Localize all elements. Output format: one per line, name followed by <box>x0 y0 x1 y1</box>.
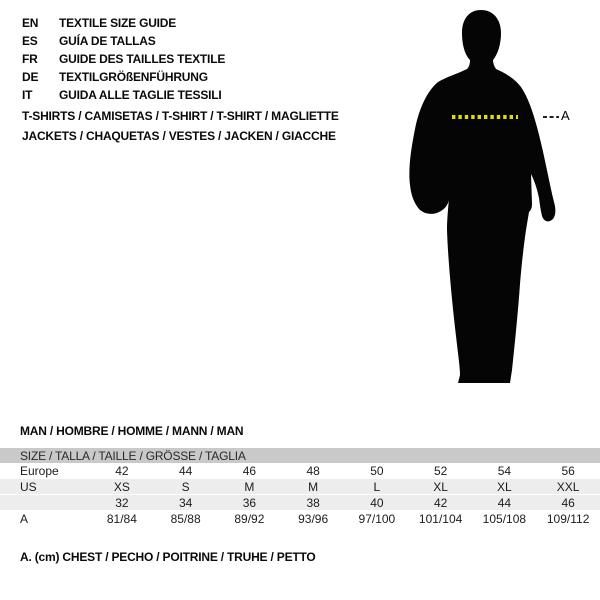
size-cell: XS <box>113 479 130 494</box>
row-label: Europe <box>20 463 59 478</box>
language-label: GUIDA ALLE TAGLIE TESSILI <box>59 88 222 102</box>
man-silhouette-path <box>409 10 555 383</box>
size-cell: M <box>244 479 255 494</box>
chest-measurement-footnote: A. (cm) CHEST / PECHO / POITRINE / TRUHE / PETTO <box>20 550 316 564</box>
size-cell: 36 <box>242 495 257 510</box>
size-cell: M <box>308 479 319 494</box>
garment-categories <box>22 106 339 146</box>
size-cell: 89/92 <box>234 511 265 526</box>
size-cell: 50 <box>370 463 384 478</box>
language-row-en <box>22 14 225 32</box>
language-list <box>22 14 225 104</box>
language-row-it <box>22 86 225 104</box>
size-cell: 44 <box>178 463 193 478</box>
language-code: ES <box>22 34 38 48</box>
man-silhouette-svg <box>400 2 570 392</box>
size-cell: 85/88 <box>170 511 201 526</box>
row-label: A <box>20 511 29 526</box>
size-cell: 38 <box>306 495 320 510</box>
size-cell: 40 <box>370 495 384 510</box>
size-cell: 52 <box>433 463 448 478</box>
size-cell: 34 <box>178 495 193 510</box>
language-label: GUÍA DE TALLAS <box>59 34 156 48</box>
size-table <box>0 448 600 527</box>
measurement-a-label: A <box>561 108 570 123</box>
language-row-de <box>22 68 225 86</box>
size-cell: 46 <box>242 463 257 478</box>
size-cell: 46 <box>561 495 575 510</box>
size-cell: 81/84 <box>106 511 137 526</box>
size-cell: 42 <box>115 463 129 478</box>
size-cell: 54 <box>497 463 512 478</box>
size-cell: 109/112 <box>546 511 590 526</box>
language-label: TEXTILGRÖßENFÜHRUNG <box>59 70 208 84</box>
size-cell: L <box>373 479 381 494</box>
size-cell: 101/104 <box>418 511 463 526</box>
size-cell: 32 <box>115 495 129 510</box>
size-cell: XL <box>433 479 448 494</box>
table-row-numeric <box>0 495 600 511</box>
size-cell: 44 <box>497 495 512 510</box>
size-cell: XXL <box>556 479 580 494</box>
size-cell: S <box>181 479 190 494</box>
category-tshirts: T-SHIRTS / CAMISETAS / T-SHIRT / T-SHIRT / MAGLIETTE <box>22 109 339 123</box>
size-cell: 93/96 <box>298 511 329 526</box>
table-row-us <box>0 479 600 495</box>
language-code: DE <box>22 70 39 84</box>
size-cell: XL <box>497 479 512 494</box>
size-cell: 42 <box>433 495 448 510</box>
size-cell: 56 <box>561 463 575 478</box>
language-label: GUIDE DES TAILLES TEXTILE <box>59 52 226 66</box>
row-label: US <box>20 479 37 494</box>
man-silhouette-figure <box>400 2 570 392</box>
language-code: EN <box>22 16 39 30</box>
size-cell: 48 <box>306 463 320 478</box>
size-cell: 97/100 <box>358 511 396 526</box>
size-cell: 105/108 <box>482 511 527 526</box>
category-jackets: JACKETS / CHAQUETAS / VESTES / JACKEN / GIACCHE <box>22 129 336 143</box>
size-table-header: SIZE / TALLA / TAILLE / GRÖSSE / TAGLIA <box>0 448 600 463</box>
section-title-man: MAN / HOMBRE / HOMME / MANN / MAN <box>20 424 244 438</box>
table-row-chest-a <box>0 511 600 527</box>
language-row-es <box>22 32 225 50</box>
language-code: FR <box>22 52 38 66</box>
language-label: TEXTILE SIZE GUIDE <box>59 16 177 30</box>
language-row-fr <box>22 50 225 68</box>
language-code: IT <box>22 88 33 102</box>
table-row-europe <box>0 463 600 479</box>
